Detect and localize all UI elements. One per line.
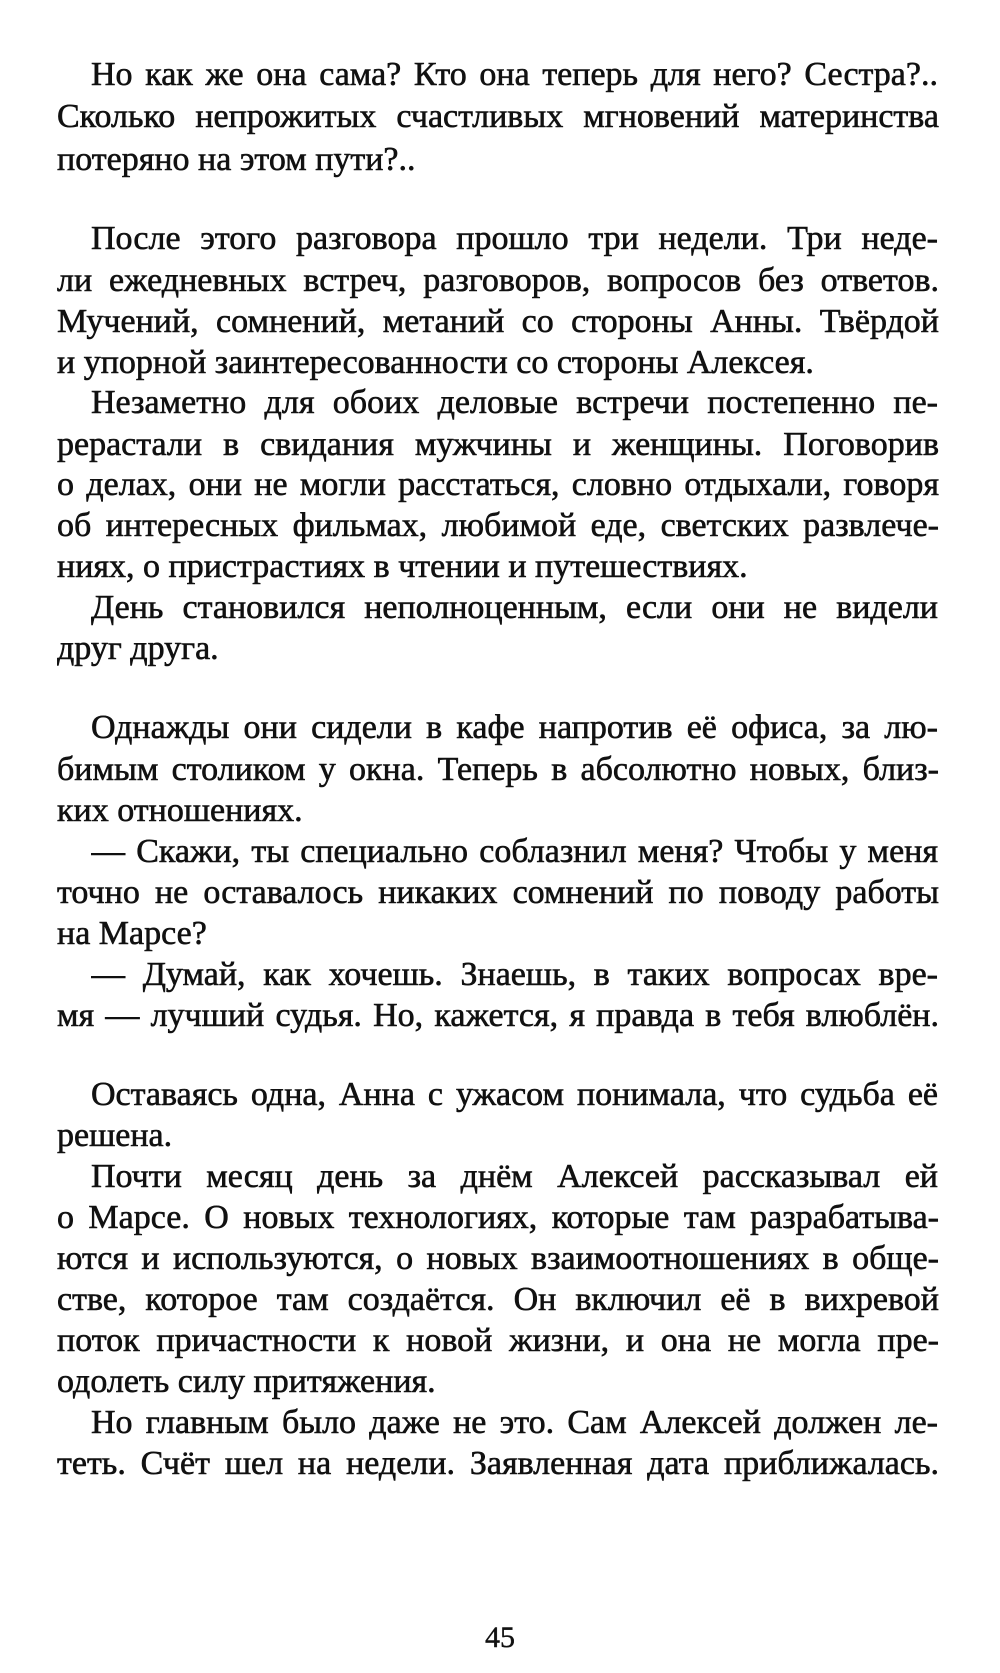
text-line-14: друг друга. [57,630,219,667]
text-line-21: — Думай, как хочешь. Знаешь, в таких вопросах вре- [91,956,938,993]
text-line-18: — Скажи, ты специально соблазнил меня? Чтобы у меня [91,833,938,870]
text-line-29: поток причастности к новой жизни, и она не могла пре- [57,1322,939,1359]
text-line-15: Однажды они сидели в кафе напротив её офиса, за лю- [91,709,938,746]
text-line-6: Мучений, сомнений, метаний со стороны Анны. Твёрдой [57,303,939,340]
text-line-23: Оставаясь одна, Анна с ужасом понимала, что судьба её [91,1076,938,1113]
text-line-5: ли ежедневных встреч, разговоров, вопросов без ответов. [57,262,939,299]
text-line-3: потеряно на этом пути?.. [57,141,416,178]
text-line-1: Но как же она сама? Кто она теперь для него? Сестра?.. [91,56,938,93]
text-line-28: стве, которое там создаётся. Он включил её в вихревой [57,1281,939,1318]
text-line-4: После этого разговора прошло три недели. Три неде- [91,220,938,257]
text-line-31: Но главным было даже не это. Сам Алексей должен ле- [91,1404,938,1441]
text-line-22: мя — лучший судья. Но, кажется, я правда в тебя влюблён. [57,997,939,1034]
text-line-19: точно не оставалось никаких сомнений по поводу работы [57,874,939,911]
text-line-24: решена. [57,1117,173,1154]
text-line-13: День становился неполноценным, если они не видели [91,589,938,626]
text-line-2: Сколько непрожитых счастливых мгновений материнства [57,98,939,135]
text-line-20: на Марсе? [57,915,207,952]
text-line-7: и упорной заинтересованности со стороны Алексея. [57,344,814,381]
text-line-30: одолеть силу притяжения. [57,1363,436,1400]
text-line-11: об интересных фильмах, любимой еде, светских развлече- [57,507,939,544]
page-number: 45 [485,1621,515,1654]
text-line-9: рерастали в свидания мужчины и женщины. Поговорив [57,426,939,463]
text-line-27: ются и используются, о новых взаимоотношениях в обще- [57,1240,939,1277]
text-line-25: Почти месяц день за днём Алексей рассказывал ей [91,1158,938,1195]
text-line-17: ких отношениях. [57,792,303,829]
text-line-26: о Марсе. О новых технологиях, которые там разрабатыва- [57,1199,939,1236]
text-line-8: Незаметно для обоих деловые встречи постепенно пе- [91,384,938,421]
text-line-16: бимым столиком у окна. Теперь в абсолютно новых, близ- [57,751,939,788]
text-line-10: о делах, они не могли расстаться, словно отдыхали, говоря [57,466,939,503]
text-line-32: теть. Счёт шел на недели. Заявленная дата приближалась. [57,1445,939,1482]
text-line-12: ниях, о пристрастиях в чтении и путешествиях. [57,548,748,585]
